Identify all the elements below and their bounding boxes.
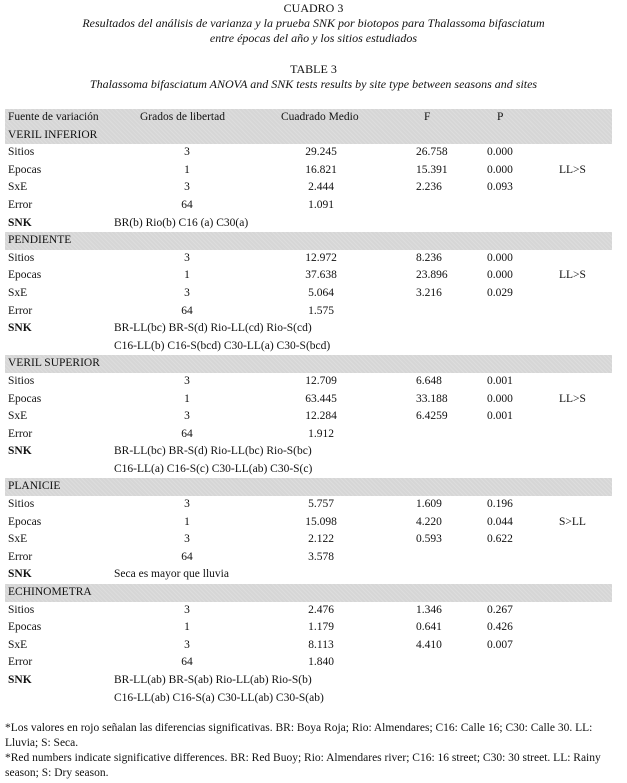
- section-header-veril-superior: [5, 355, 612, 373]
- cell-f: 0.641: [416, 621, 442, 634]
- english-title-block: [0, 62, 627, 92]
- cell-fuente: SxE: [8, 533, 28, 546]
- cell-p: 0.007: [487, 638, 513, 651]
- cell-fuente: Sitios: [8, 498, 35, 511]
- cell-p: 0.000: [487, 392, 513, 405]
- table-row: [5, 144, 612, 162]
- cell-fuente: Epocas: [8, 163, 42, 176]
- cell-f: 3.216: [416, 286, 442, 299]
- cell-grados-libertad-text: 1: [184, 515, 190, 528]
- section-header-veril-inferior: [5, 127, 612, 145]
- section-header-pendiente: [5, 232, 612, 250]
- snk-label: SNK: [8, 216, 32, 229]
- cell-grados-libertad-text: 3: [184, 410, 190, 423]
- cell-cuadrado-medio-text: 1.179: [308, 621, 334, 634]
- section-name: PLANICIE: [8, 480, 61, 493]
- snk-result: C16-LL(a) C16-S(c) C30-LL(ab) C30-S(c): [114, 462, 313, 475]
- table-row: [5, 391, 612, 409]
- cell-grados-libertad-text: 64: [181, 304, 193, 317]
- section-name: ECHINOMETRA: [8, 586, 92, 599]
- cell-cuadrado-medio-text: 16.821: [305, 163, 337, 176]
- cell-f: 6.4259: [416, 410, 448, 423]
- cell-cuadrado-medio-text: 15.098: [305, 515, 337, 528]
- snk-row: [5, 566, 612, 584]
- spanish-title-line-1: Resultados del análisis de varianza y la prueba SNK por biotopos para Thalassoma bifasciatum: [82, 16, 545, 30]
- table-row: [5, 602, 612, 620]
- section-name: PENDIENTE: [8, 234, 72, 247]
- cell-grados-libertad-text: 3: [184, 638, 190, 651]
- cell-fuente: Sitios: [8, 251, 35, 264]
- cell-cuadrado-medio-text: 63.445: [305, 392, 337, 405]
- cell-grados-libertad-text: 1: [184, 163, 190, 176]
- table-row: [5, 267, 612, 285]
- cuadro-label: CUADRO 3: [283, 1, 344, 15]
- header-p: P: [497, 111, 504, 123]
- snk-result: Seca es mayor que lluvia: [114, 568, 229, 581]
- cell-cuadrado-medio-text: 12.972: [305, 251, 337, 264]
- cell-grados-libertad-text: 1: [184, 269, 190, 282]
- header-cuadrado: Cuadrado Medio: [281, 111, 359, 123]
- snk-result: BR-LL(bc) BR-S(d) Rio-LL(cd) Rio-S(cd): [114, 322, 312, 335]
- snk-row: [5, 338, 612, 356]
- cell-p: 0.001: [487, 410, 513, 423]
- cell-fuente: Error: [8, 304, 33, 317]
- cell-cuadrado-medio-text: 1.575: [308, 304, 334, 317]
- cell-grados-libertad-text: 64: [181, 198, 193, 211]
- cell-grados-libertad-text: 64: [181, 427, 193, 440]
- cell-cuadrado-medio-text: 8.113: [308, 638, 334, 651]
- cell-fuente: Error: [8, 656, 33, 669]
- snk-row: [5, 461, 612, 479]
- cell-comparison: LL>S: [559, 269, 586, 282]
- table-row: [5, 531, 612, 549]
- cell-fuente: Sitios: [8, 146, 35, 159]
- snk-result: C16-LL(b) C16-S(bcd) C30-LL(a) C30-S(bcd): [114, 339, 331, 352]
- snk-result: BR(b) Rio(b) C16 (a) C30(a): [114, 216, 249, 229]
- cell-f: 4.410: [416, 638, 442, 651]
- cell-grados-libertad-text: 3: [184, 146, 190, 159]
- cell-cuadrado-medio-text: 12.284: [305, 410, 337, 423]
- snk-result: BR-LL(bc) BR-S(d) Rio-LL(bc) Rio-S(bc): [114, 445, 312, 458]
- table-row: [5, 654, 612, 672]
- cell-cuadrado-medio-text: 3.578: [308, 550, 334, 563]
- cell-p: 0.001: [487, 374, 513, 387]
- cell-fuente: SxE: [8, 410, 28, 423]
- cell-fuente: Epocas: [8, 621, 42, 634]
- cell-fuente: Epocas: [8, 269, 42, 282]
- snk-row: [5, 215, 612, 233]
- cell-cuadrado-medio-text: 1.840: [308, 656, 334, 669]
- table-header-row: [5, 109, 612, 127]
- cell-f: 23.896: [416, 269, 448, 282]
- cell-f: 6.648: [416, 374, 442, 387]
- snk-label: SNK: [8, 568, 32, 581]
- cell-comparison: S>LL: [559, 515, 586, 528]
- cell-fuente: Sitios: [8, 374, 35, 387]
- snk-row: [5, 443, 612, 461]
- cell-grados-libertad-text: 3: [184, 533, 190, 546]
- english-title-line: Thalassoma bifasciatum ANOVA and SNK tests results by site type between seasons and sites: [89, 77, 538, 91]
- cell-f: 1.609: [416, 498, 442, 511]
- table-body: [5, 127, 612, 708]
- cell-fuente: SxE: [8, 638, 28, 651]
- cell-grados-libertad-text: 1: [184, 392, 190, 405]
- table-row: [5, 426, 612, 444]
- table-row: [5, 303, 612, 321]
- snk-label: SNK: [8, 322, 32, 335]
- cell-f: 26.758: [416, 146, 448, 159]
- table-row: [5, 619, 612, 637]
- cell-f: 15.391: [416, 163, 448, 176]
- table-row: [5, 408, 612, 426]
- cell-grados-libertad-text: 3: [184, 251, 190, 264]
- section-name: VERIL INFERIOR: [8, 128, 98, 141]
- table-row: [5, 549, 612, 567]
- cell-cuadrado-medio-text: 2.444: [308, 181, 334, 194]
- table-row: [5, 637, 612, 655]
- cell-f: 1.346: [416, 603, 442, 616]
- cell-p: 0.000: [487, 146, 513, 159]
- cell-grados-libertad-text: 3: [184, 374, 190, 387]
- cell-fuente: SxE: [8, 286, 28, 299]
- cell-cuadrado-medio-text: 5.757: [308, 498, 334, 511]
- table-row: [5, 514, 612, 532]
- cell-f: 0.593: [416, 533, 442, 546]
- cell-p: 0.000: [487, 269, 513, 282]
- snk-row: [5, 320, 612, 338]
- header-grados: Grados de libertad: [140, 111, 225, 123]
- footnote-spanish: *Los valores en rojo señalan las diferencias significativas. BR: Boya Roja; Rio: Almendares; C16: Calle 16; C30: Calle 30. LL: Lluvia; S: Seca.: [5, 722, 593, 749]
- cell-p: 0.093: [487, 181, 513, 194]
- table-label: TABLE 3: [290, 62, 337, 76]
- header-f: F: [424, 111, 431, 123]
- table-row: [5, 496, 612, 514]
- cell-cuadrado-medio-text: 12.709: [305, 374, 337, 387]
- cell-p: 0.000: [487, 163, 513, 176]
- cell-fuente: Error: [8, 550, 33, 563]
- section-header-planicie: [5, 478, 612, 496]
- cell-grados-libertad-text: 3: [184, 603, 190, 616]
- cell-cuadrado-medio-text: 37.638: [305, 269, 337, 282]
- cell-fuente: Sitios: [8, 603, 35, 616]
- cell-f: 33.188: [416, 392, 448, 405]
- cell-fuente: Error: [8, 427, 33, 440]
- cell-cuadrado-medio-text: 5.064: [308, 286, 334, 299]
- spanish-title-line-2: entre épocas del año y los sitios estudiados: [209, 31, 418, 45]
- cell-fuente: Epocas: [8, 392, 42, 405]
- cell-p: 0.267: [487, 603, 513, 616]
- cell-f: 2.236: [416, 181, 442, 194]
- cell-p: 0.622: [487, 533, 513, 546]
- cell-cuadrado-medio-text: 1.912: [308, 427, 334, 440]
- cell-grados-libertad-text: 3: [184, 498, 190, 511]
- section-header-echinometra: [5, 584, 612, 602]
- cell-f: 4.220: [416, 515, 442, 528]
- cell-fuente: SxE: [8, 181, 28, 194]
- cell-f: 8.236: [416, 251, 442, 264]
- snk-label: SNK: [8, 445, 32, 458]
- cell-fuente: Epocas: [8, 515, 42, 528]
- cell-cuadrado-medio-text: 2.476: [308, 603, 334, 616]
- table-row: [5, 285, 612, 303]
- snk-result: C16-LL(ab) C16-S(a) C30-LL(ab) C30-S(ab): [114, 691, 324, 704]
- cell-comparison: LL>S: [559, 163, 586, 176]
- cell-grados-libertad-text: 3: [184, 286, 190, 299]
- cell-p: 0.426: [487, 621, 513, 634]
- table-row: [5, 162, 612, 180]
- section-name: VERIL SUPERIOR: [8, 357, 100, 370]
- table-row: [5, 373, 612, 391]
- cell-grados-libertad-text: 1: [184, 621, 190, 634]
- cell-grados-libertad-text: 64: [181, 550, 193, 563]
- cell-p: 0.000: [487, 251, 513, 264]
- header-fuente: Fuente de variación: [8, 111, 99, 123]
- cell-p: 0.029: [487, 286, 513, 299]
- cell-cuadrado-medio-text: 29.245: [305, 146, 337, 159]
- cell-grados-libertad-text: 64: [181, 656, 193, 669]
- table-row: [5, 250, 612, 268]
- table-row: [5, 197, 612, 215]
- spanish-title-block: [0, 1, 627, 46]
- snk-result: BR-LL(ab) BR-S(ab) Rio-LL(ab) Rio-S(b): [114, 674, 312, 686]
- cell-p: 0.044: [487, 515, 513, 528]
- cell-p: 0.196: [487, 498, 513, 511]
- snk-row: [5, 690, 612, 708]
- table-row: [5, 179, 612, 197]
- anova-table: [5, 109, 612, 707]
- snk-label: SNK: [8, 674, 32, 686]
- cell-comparison: LL>S: [559, 392, 586, 405]
- footnote-english: *Red numbers indicate significative differences. BR: Red Buoy; Rio: Almendares river; C16: 16 street; C30: 30 street. LL: Rainy season; S: Dry season.: [5, 752, 601, 779]
- cell-cuadrado-medio-text: 1.091: [308, 198, 334, 211]
- cell-fuente: Error: [8, 198, 33, 211]
- cell-cuadrado-medio-text: 2.122: [308, 533, 334, 546]
- snk-row: [5, 672, 612, 690]
- cell-grados-libertad-text: 3: [184, 181, 190, 194]
